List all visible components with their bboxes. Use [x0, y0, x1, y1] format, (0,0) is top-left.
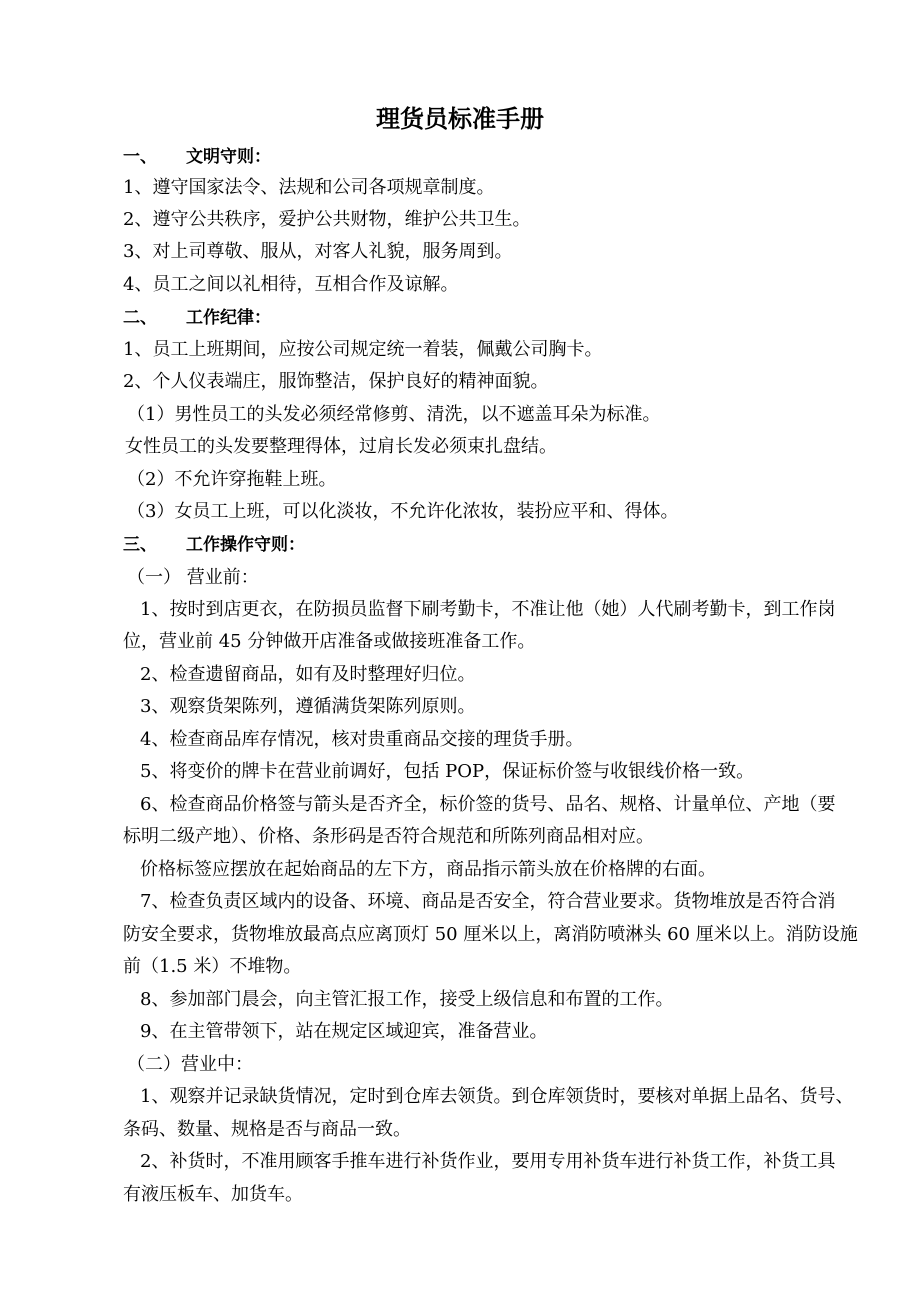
paragraph-line: 8、参加部门晨会，向主管汇报工作，接受上级信息和布置的工作。 — [140, 989, 674, 1010]
paragraph-line: （2）不允许穿拖鞋上班。 — [127, 469, 337, 490]
paragraph-line: 2、检查遗留商品，如有及时整理好归位。 — [140, 664, 476, 685]
paragraph-line: 3、观察货架陈列，遵循满货架陈列原则。 — [140, 696, 476, 717]
paragraph-line: （3）女员工上班，可以化淡妆，不允许化浓妆，装扮应平和、得体。 — [127, 501, 679, 522]
paragraph-line: 标明二级产地）、价格、条形码是否符合规范和所陈列商品相对应。 — [123, 826, 654, 847]
section-number: 一、 — [123, 147, 157, 167]
paragraph-line: 位，营业前 45 分钟做开店准备或做接班准备工作。 — [123, 631, 536, 652]
paragraph-line: 2、个人仪表端庄，服饰整洁，保护良好的精神面貌。 — [123, 371, 549, 392]
paragraph-line: 1、观察并记录缺货情况，定时到仓库去领货。到仓库领货时，要核对单据上品名、货号、 — [140, 1086, 854, 1107]
section-title: 工作操作守则： — [186, 535, 305, 555]
section-title: 文明守则： — [186, 147, 271, 167]
paragraph-line: 5、将变价的牌卡在营业前调好，包括 POP，保证标价签与收银线价格一致。 — [140, 761, 755, 782]
paragraph-line: 条码、数量、规格是否与商品一致。 — [123, 1119, 411, 1140]
subsection-heading: （一） 营业前： — [127, 567, 259, 588]
paragraph-line: 1、员工上班期间，应按公司规定统一着装，佩戴公司胸卡。 — [123, 339, 603, 360]
paragraph-line: 4、检查商品库存情况，核对贵重商品交接的理货手册。 — [140, 729, 584, 750]
paragraph-line: 6、检查商品价格签与箭头是否齐全，标价签的货号、品名、规格、计量单位、产地（要 — [140, 794, 836, 815]
paragraph-line: 4、员工之间以礼相待，互相合作及谅解。 — [123, 274, 459, 295]
section-number: 三、 — [123, 535, 157, 555]
paragraph-line: 前（1.5 米）不堆物。 — [123, 956, 302, 977]
paragraph-line: 1、按时到店更衣，在防损员监督下刷考勤卡，不准让他（她）人代刷考勤卡，到工作岗 — [140, 599, 836, 620]
subsection-heading: （二）营业中： — [127, 1054, 253, 1075]
paragraph-line: 有液压板车、加货车。 — [123, 1184, 303, 1205]
paragraph-line: 2、遵守公共秩序，爱护公共财物，维护公共卫生。 — [123, 209, 531, 230]
paragraph-line: 9、在主管带领下，站在规定区域迎宾，准备营业。 — [140, 1021, 548, 1042]
paragraph-line: 女性员工的头发要整理得体，过肩长发必须束扎盘结。 — [125, 436, 557, 457]
paragraph-line: 价格标签应摆放在起始商品的左下方，商品指示箭头放在价格牌的右面。 — [140, 859, 716, 880]
paragraph-line: 防安全要求，货物堆放最高点应离顶灯 50 厘米以上，离消防喷淋头 60 厘米以上。消防设施 — [123, 924, 858, 945]
paragraph-line: 1、遵守国家法令、法规和公司各项规章制度。 — [123, 177, 495, 198]
section-number: 二、 — [123, 308, 157, 328]
section-title: 工作纪律： — [186, 308, 271, 328]
paragraph-line: （1）男性员工的头发必须经常修剪、清洗，以不遮盖耳朵为标准。 — [127, 404, 661, 425]
paragraph-line: 3、对上司尊敬、服从，对客人礼貌，服务周到。 — [123, 241, 513, 262]
paragraph-line: 7、检查负责区域内的设备、环境、商品是否安全，符合营业要求。货物堆放是否符合消 — [140, 891, 836, 912]
paragraph-line: 2、补货时，不准用顾客手推车进行补货作业，要用专用补货车进行补货工作，补货工具 — [140, 1151, 836, 1172]
page-title: 理货员标准手册 — [376, 105, 544, 133]
